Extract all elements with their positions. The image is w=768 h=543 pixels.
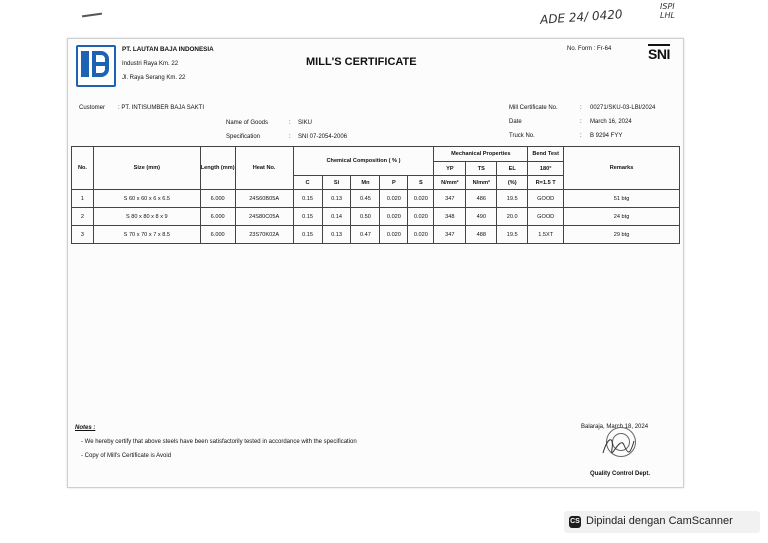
signature-scribble [598,431,638,461]
cell-remarks: 51 btg [564,190,680,208]
customer-value: : PT. INTISUMBER BAJA SAKTI [118,105,205,111]
cell-remarks: 29 btg [564,226,680,244]
cell-el: 20.0 [497,208,528,226]
header-si: Si [322,176,351,190]
cell-s: 0.020 [408,208,434,226]
cell-heat-no: 23S70K02A [235,226,293,244]
cell-bend: GOOD [528,208,564,226]
cell-p: 0.020 [380,226,408,244]
date-label: Date [509,119,522,125]
handwritten-reference: ADE 24/ 0420 [539,7,623,27]
header-mechanical-properties: Mechanical Properties [434,147,528,162]
cell-p: 0.020 [380,208,408,226]
cell-si: 0.14 [322,208,351,226]
signature-dept: Quality Control Dept. [590,471,650,477]
company-address-1: Industri Raya Km. 22 [122,61,179,67]
cell-p: 0.020 [380,190,408,208]
header-s: S [408,176,434,190]
spec-label: Specification [226,134,261,140]
header-bend-radius: R=1.5 T [528,176,564,190]
header-no: No. [72,147,94,190]
header-bend-angle: 180° [528,162,564,176]
table-row [72,208,680,226]
cell-c: 0.15 [293,208,322,226]
cell-el: 19.5 [497,226,528,244]
scan-mark [82,13,102,18]
cell-s: 0.020 [408,190,434,208]
cell-mn: 0.47 [351,226,380,244]
header-el-unit: (%) [497,176,528,190]
mill-cert-colon: : [580,105,582,111]
table-row [72,190,680,208]
truck-label: Truck No. [509,133,535,139]
mill-cert-value: 00271/SKU-03-LBI/2024 [590,105,656,111]
goods-value: SIKU [298,120,313,126]
cell-ts: 486 [466,190,497,208]
header-size: Size (mm) [93,147,200,190]
cell-heat-no: 24S60B05A [235,190,293,208]
cell-yp: 347 [434,190,466,208]
cell-mn: 0.50 [351,208,380,226]
cell-no: 3 [72,226,94,244]
cell-length: 6.000 [200,226,235,244]
cell-ts: 488 [466,226,497,244]
camscanner-icon: CS [569,516,581,528]
header-heat-no: Heat No. [235,147,293,190]
truck-colon: : [580,133,582,139]
cell-s: 0.020 [408,226,434,244]
cell-size: S 80 x 80 x 8 x 9 [93,208,200,226]
spec-value: SNI 07-2054-2006 [298,134,348,140]
cell-mn: 0.45 [351,190,380,208]
cell-yp: 347 [434,226,466,244]
header-mn: Mn [351,176,380,190]
certificate-document [67,38,684,488]
cell-length: 6.000 [200,190,235,208]
cell-si: 0.13 [322,190,351,208]
company-address-2: Jl. Raya Serang Km. 22 [122,75,186,81]
cell-heat-no: 24S80C05A [235,208,293,226]
handwritten-initials: ISPI LHL [660,2,675,20]
spec-colon: : [289,134,291,140]
cell-length: 6.000 [200,208,235,226]
goods-label: Name of Goods [226,120,269,126]
cell-ts: 490 [466,208,497,226]
test-results-table [71,146,680,244]
cell-no: 1 [72,190,94,208]
header-c: C [293,176,322,190]
header-p: P [380,176,408,190]
header-el: EL [497,162,528,176]
date-value: March 16, 2024 [590,119,632,125]
document-title: MILL'S CERTIFICATE [306,56,417,68]
header-remarks: Remarks [564,147,680,190]
company-logo [76,45,116,87]
cell-yp: 348 [434,208,466,226]
header-chemical-composition: Chemical Composition ( % ) [293,147,434,176]
mill-cert-label: Mill Certificate No. [509,105,558,111]
cell-no: 2 [72,208,94,226]
cell-si: 0.13 [322,226,351,244]
header-yp: YP [434,162,466,176]
cell-size: S 60 x 60 x 6 x 6.5 [93,190,200,208]
truck-value: B 9294 FYY [590,133,623,139]
cell-c: 0.15 [293,226,322,244]
table-row [72,226,680,244]
cell-remarks: 24 btg [564,208,680,226]
camscanner-text: Dipindai dengan CamScanner [586,515,733,527]
cell-bend: GOOD [528,190,564,208]
header-ts-unit: N/mm² [466,176,497,190]
note-1: - We hereby certify that above steels have been satisfactorily tested in accordance with the specification [81,439,357,445]
notes-title: Notes : [75,425,96,431]
header-yp-unit: N/mm² [434,176,466,190]
header-bend-test: Bend Test [528,147,564,162]
date-colon: : [580,119,582,125]
header-ts: TS [466,162,497,176]
company-name: PT. LAUTAN BAJA INDONESIA [122,46,214,53]
cell-bend: 1.5XT [528,226,564,244]
note-2: - Copy of Mill's Certificate is Avoid [81,453,172,459]
camscanner-watermark [564,511,760,533]
form-number: No. Form : Fr-64 [567,46,612,52]
cell-size: S 70 x 70 x 7 x 8.5 [93,226,200,244]
cell-c: 0.15 [293,190,322,208]
cell-el: 19.5 [497,190,528,208]
header-length: Length (mm) [200,147,235,190]
sni-logo: SNI [648,46,670,62]
goods-colon: : [289,120,291,126]
signature-place-date: Balaraja, March 18, 2024 [581,424,649,430]
customer-label: Customer [79,105,106,111]
